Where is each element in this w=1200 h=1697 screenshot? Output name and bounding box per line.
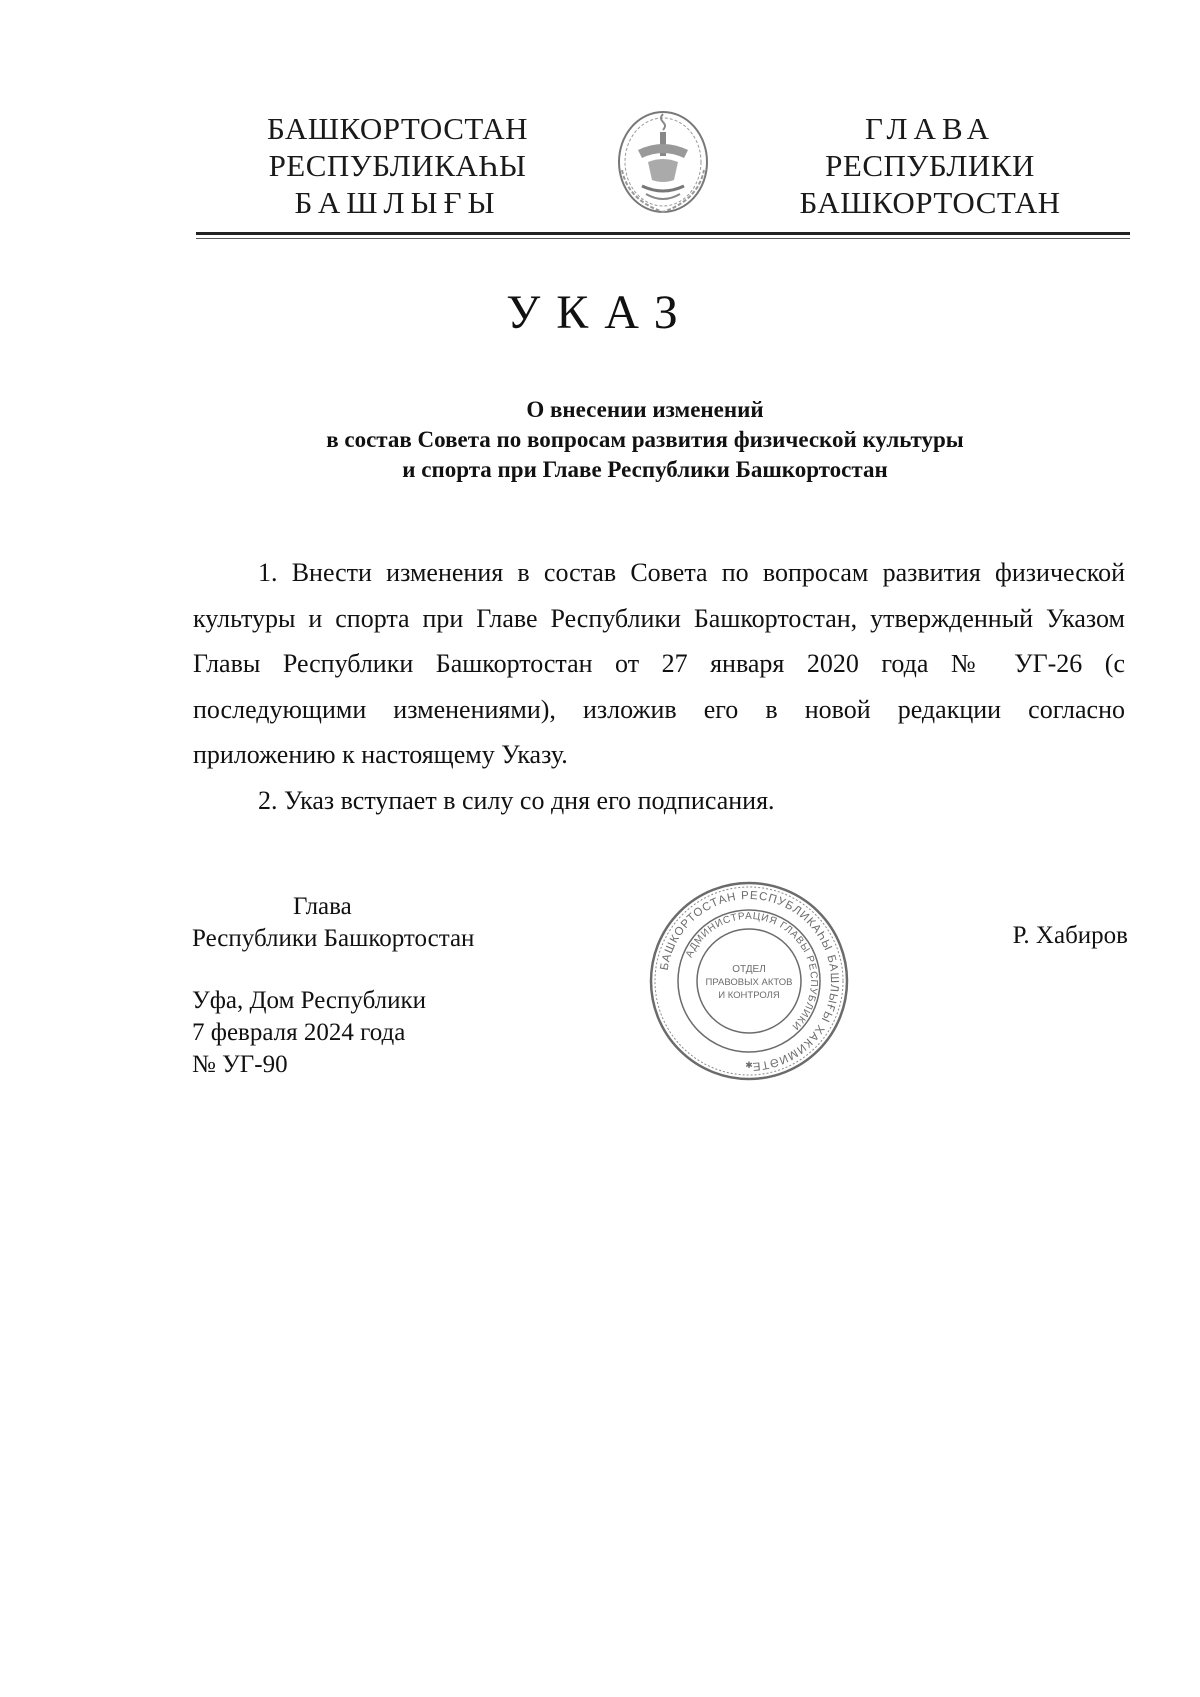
signing-date: 7 февраля 2024 года [192, 1019, 406, 1046]
stamp-center-line-1: ОТДЕЛ [732, 964, 766, 975]
header-right-line-3: БАШКОРТОСТАН [799, 185, 1061, 220]
header-left-line-3: БАШЛЫҒЫ [294, 185, 501, 220]
stamp-star-icon: ✱ [745, 1061, 753, 1071]
header-russian-title [780, 110, 1080, 221]
decree-number: № УГ-90 [192, 1051, 288, 1078]
header-divider [196, 232, 1130, 235]
header-bashkir-title [245, 110, 550, 221]
position-line-1: Глава [293, 893, 352, 920]
stamp-outer-text: БАШКОРТОСТАН РЕСПУБЛИКАҺЫ БАШЛЫҒЫ ХАКИМИӘТЕ [658, 889, 841, 1073]
header-divider-thin [196, 238, 1130, 239]
stamp-inner-text: АДМИНИСТРАЦИЯ ГЛАВЫ РЕСПУБЛИКИ [683, 910, 820, 1033]
official-stamp [648, 880, 850, 1082]
decree-body [193, 550, 1125, 823]
stamp-center-line-3: И КОНТРОЛЯ [718, 990, 780, 1001]
header-left-line-2: РЕСПУБЛИКАҺЫ [268, 148, 527, 183]
paragraph-1: 1. Внести изменения в состав Совета по вопросам развития физической культуры и спорта при Главе Республики Башкортостан, утвержденный Указом Главы Республики Башкортостан от 27 января 2020 года № УГ-26 (с последующими изменениями), изложив его в новой редакции согласно приложению к настоящему Указу. [193, 558, 1125, 769]
coat-of-arms-icon [608, 100, 718, 220]
decree-subject [240, 395, 1050, 485]
header-left-line-1: БАШКОРТОСТАН [266, 111, 529, 146]
subject-line-1: О внесении изменений [526, 397, 764, 422]
paragraph-2: 2. Указ вступает в силу со дня его подписания. [258, 785, 775, 815]
subject-line-3: и спорта при Главе Республики Башкортостан [402, 457, 888, 482]
document-type-title: УКАЗ [506, 286, 694, 339]
position-line-2: Республики Башкортостан [192, 925, 475, 952]
signatory-position [192, 891, 522, 955]
signatory-name: Р. Хабиров [1012, 922, 1128, 949]
signing-place: Уфа, Дом Республики [192, 987, 427, 1014]
stamp-center-line-2: ПРАВОВЫХ АКТОВ [705, 977, 793, 988]
header-right-line-2: РЕСПУБЛИКИ [825, 148, 1035, 183]
header-right-line-1: ГЛАВА [864, 111, 996, 146]
subject-line-2: в состав Совета по вопросам развития физической культуры [326, 427, 964, 452]
signing-details [192, 985, 522, 1081]
